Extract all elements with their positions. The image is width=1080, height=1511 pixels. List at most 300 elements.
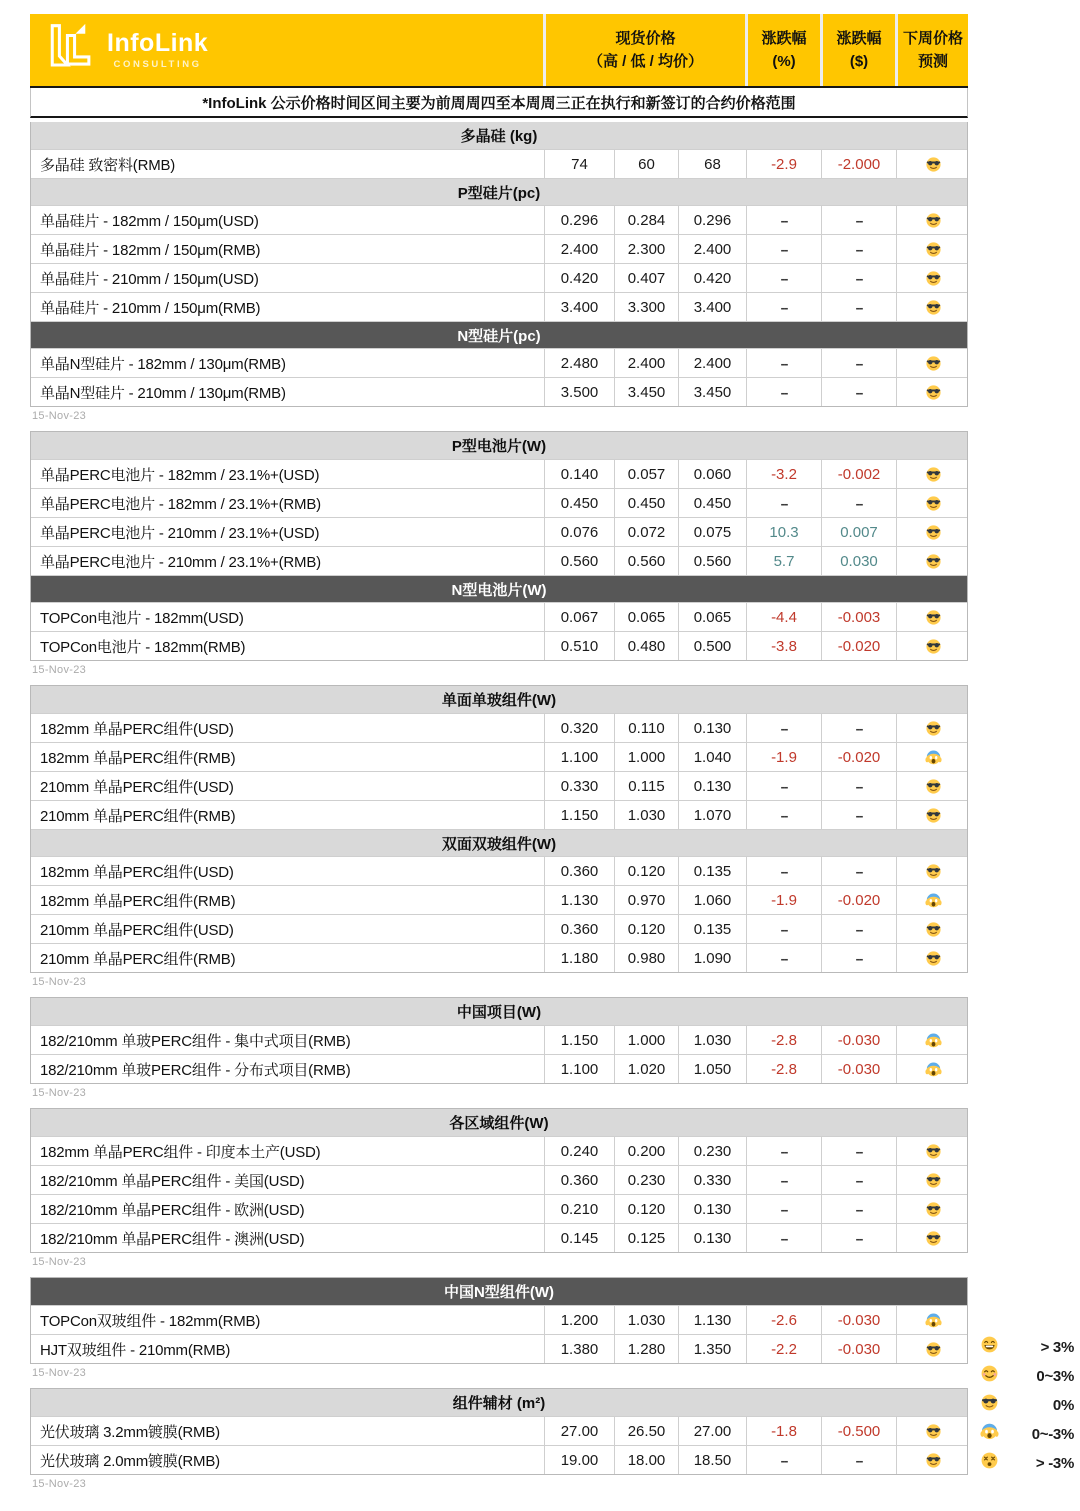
sunglasses-emoji-icon [896,378,969,406]
price-row [31,377,967,406]
change-percent: 5.7 [746,547,821,575]
price-low: 1.280 [614,1335,678,1363]
legend-label: 0~-3% [1031,1425,1074,1443]
sunglasses-emoji-icon [896,603,969,631]
price-high: 0.240 [544,1137,614,1165]
section-header: 多晶硅 (kg) [31,122,967,149]
sunglasses-emoji-icon [896,1137,969,1165]
change-percent: -- [746,801,821,829]
change-percent: -- [746,944,821,972]
price-high: 1.100 [544,1055,614,1083]
sunglasses-emoji-icon [896,944,969,972]
price-low: 0.450 [614,489,678,517]
product-name: 单晶PERC电池片 - 210mm / 23.1%+(RMB) [40,553,321,571]
price-tables [30,122,968,1499]
price-average: 27.00 [678,1417,746,1445]
price-row [31,517,967,546]
price-row [31,488,967,517]
report-date: 15-Nov-23 [32,410,87,422]
price-high: 1.130 [544,886,614,914]
scream-emoji-icon [896,886,969,914]
col-label-line: 下周价格 [902,30,963,48]
change-usd: -0.030 [821,1055,896,1083]
change-usd: -- [821,378,896,406]
change-percent: -- [746,235,821,263]
price-average: 1.070 [678,801,746,829]
sunglasses-emoji-icon [896,235,969,263]
price-row [31,885,967,914]
price-high: 3.500 [544,378,614,406]
price-low: 0.407 [614,264,678,292]
price-average: 0.296 [678,206,746,234]
price-low: 1.020 [614,1055,678,1083]
change-percent: 10.3 [746,518,821,546]
price-high: 0.360 [544,915,614,943]
change-usd: -0.003 [821,603,896,631]
sunglasses-emoji-icon [896,772,969,800]
price-low: 0.120 [614,857,678,885]
change-usd: -- [821,857,896,885]
price-average: 0.500 [678,632,746,660]
col-label-line: 涨跌幅 [836,30,882,48]
col-label-line: ($) [849,52,869,70]
smile-emoji-icon [980,1364,999,1388]
price-average: 1.090 [678,944,746,972]
price-high: 1.150 [544,801,614,829]
product-name: 单晶硅片 - 210mm / 150μm(RMB) [40,299,261,317]
price-row [31,1194,967,1223]
price-high: 2.400 [544,235,614,263]
price-average: 0.065 [678,603,746,631]
section-header: 组件辅材 (m²) [31,1389,967,1416]
change-usd: 0.007 [821,518,896,546]
price-low: 3.300 [614,293,678,321]
change-percent: -2.8 [746,1026,821,1054]
product-name: 182/210mm 单晶PERC组件 - 美国(USD) [40,1172,305,1190]
product-name: 182/210mm 单晶PERC组件 - 欧洲(USD) [40,1201,305,1219]
price-average: 0.420 [678,264,746,292]
price-row [31,234,967,263]
section-header: P型电池片(W) [31,432,967,459]
scream-emoji-icon [896,1026,969,1054]
price-row [31,1416,967,1445]
report-date: 15-Nov-23 [32,976,87,988]
change-usd: -0.030 [821,1335,896,1363]
price-high: 1.180 [544,944,614,972]
change-usd: -- [821,714,896,742]
col-label-line: 涨跌幅 [761,30,807,48]
grin-emoji-icon [980,1335,999,1359]
change-percent: -- [746,1195,821,1223]
price-row [31,800,967,829]
product-name: 光伏玻璃 3.2mm镀膜(RMB) [40,1423,220,1441]
price-row [31,943,967,972]
change-usd: -- [821,1224,896,1252]
price-low: 2.300 [614,235,678,263]
change-percent: -- [746,1446,821,1474]
sunglasses-emoji-icon [980,1393,999,1417]
product-name: 182mm 单晶PERC组件(USD) [40,863,234,881]
change-percent: -3.2 [746,460,821,488]
section-header: 中国N型组件(W) [31,1278,967,1305]
price-high: 74 [544,150,614,178]
sunglasses-emoji-icon [896,489,969,517]
infolink-logo-mark-icon [46,22,96,78]
price-table [30,431,968,661]
product-name: 182mm 单晶PERC组件 - 印度本土产(USD) [40,1143,321,1161]
price-high: 2.480 [544,349,614,377]
sunglasses-emoji-icon [896,349,969,377]
change-percent: -2.8 [746,1055,821,1083]
sunglasses-emoji-icon [896,632,969,660]
price-low: 2.400 [614,349,678,377]
product-name: 单晶PERC电池片 - 182mm / 23.1%+(USD) [40,466,320,484]
price-row [31,292,967,321]
price-low: 1.000 [614,743,678,771]
product-name: 182mm 单晶PERC组件(USD) [40,720,234,738]
price-average: 0.130 [678,1195,746,1223]
change-usd: -- [821,801,896,829]
price-average: 0.135 [678,915,746,943]
price-average: 68 [678,150,746,178]
col-label-line: 预测 [917,52,948,70]
price-row [31,713,967,742]
price-row [31,1305,967,1334]
price-high: 3.400 [544,293,614,321]
price-low: 0.072 [614,518,678,546]
sunglasses-emoji-icon [896,293,969,321]
sunglasses-emoji-icon [896,714,969,742]
scream-emoji-icon [896,743,969,771]
price-average: 18.50 [678,1446,746,1474]
change-usd: -2.000 [821,150,896,178]
price-low: 60 [614,150,678,178]
price-low: 0.230 [614,1166,678,1194]
product-name: 210mm 单晶PERC组件(RMB) [40,807,236,825]
change-percent: -- [746,293,821,321]
column-header-forecast [895,14,968,86]
product-name: 单晶PERC电池片 - 210mm / 23.1%+(USD) [40,524,320,542]
change-usd: -0.020 [821,743,896,771]
price-high: 0.510 [544,632,614,660]
product-name: 182mm 单晶PERC组件(RMB) [40,892,236,910]
price-high: 27.00 [544,1417,614,1445]
price-row [31,546,967,575]
price-low: 1.030 [614,801,678,829]
sunglasses-emoji-icon [896,547,969,575]
legend-item [980,1394,1074,1416]
legend-label: 0~3% [1036,1367,1074,1385]
product-name: 光伏玻璃 2.0mm镀膜(RMB) [40,1452,220,1470]
price-row [31,1025,967,1054]
price-average: 3.400 [678,293,746,321]
section-header: 单面单玻组件(W) [31,686,967,713]
change-percent: -2.9 [746,150,821,178]
change-percent: -- [746,1166,821,1194]
legend-label: > -3% [1035,1454,1074,1472]
sunglasses-emoji-icon [896,857,969,885]
price-average: 0.130 [678,1224,746,1252]
change-usd: -0.030 [821,1306,896,1334]
price-low: 3.450 [614,378,678,406]
price-low: 1.030 [614,1306,678,1334]
price-row [31,348,967,377]
change-usd: -- [821,206,896,234]
sunglasses-emoji-icon [896,1166,969,1194]
price-average: 1.130 [678,1306,746,1334]
price-low: 0.200 [614,1137,678,1165]
section-header: P型硅片(pc) [31,178,967,205]
price-average: 2.400 [678,235,746,263]
product-name: 单晶N型硅片 - 210mm / 130μm(RMB) [40,384,286,402]
price-table [30,1277,968,1364]
price-row [31,1223,967,1252]
legend-item [980,1423,1074,1445]
price-row [31,149,967,178]
price-row [31,771,967,800]
price-high: 1.200 [544,1306,614,1334]
price-low: 1.000 [614,1026,678,1054]
change-percent: -- [746,1224,821,1252]
price-row [31,1165,967,1194]
change-usd: -- [821,1195,896,1223]
sunglasses-emoji-icon [896,264,969,292]
price-average: 0.450 [678,489,746,517]
price-average: 0.060 [678,460,746,488]
price-low: 0.980 [614,944,678,972]
change-usd: 0.030 [821,547,896,575]
logo-text [107,29,208,71]
price-low: 0.560 [614,547,678,575]
price-row [31,742,967,771]
change-percent: -1.9 [746,886,821,914]
change-usd: -0.020 [821,886,896,914]
price-row [31,205,967,234]
product-name: 单晶N型硅片 - 182mm / 130μm(RMB) [40,355,286,373]
change-usd: -0.020 [821,632,896,660]
section-header: 各区域组件(W) [31,1109,967,1136]
price-average: 0.135 [678,857,746,885]
sunglasses-emoji-icon [896,1195,969,1223]
price-high: 0.450 [544,489,614,517]
change-percent: -- [746,349,821,377]
change-percent: -- [746,772,821,800]
price-table [30,122,968,407]
price-table [30,685,968,973]
price-row [31,1334,967,1363]
column-header-change-usd [820,14,895,86]
sunglasses-emoji-icon [896,1446,969,1474]
price-average: 1.350 [678,1335,746,1363]
product-name: 182/210mm 单玻PERC组件 - 分布式项目(RMB) [40,1061,351,1079]
product-name: 单晶硅片 - 182mm / 150μm(RMB) [40,241,261,259]
change-percent: -- [746,857,821,885]
price-period-note: *InfoLink 公示价格时间区间主要为前周周四至本周周三正在执行和新签订的合约价格范围 [30,88,968,118]
legend-item [980,1336,1074,1358]
change-percent: -- [746,264,821,292]
price-table [30,1108,968,1253]
product-name: 210mm 单晶PERC组件(USD) [40,778,234,796]
price-high: 0.145 [544,1224,614,1252]
sunglasses-emoji-icon [896,150,969,178]
price-table [30,1388,968,1475]
price-low: 26.50 [614,1417,678,1445]
price-high: 1.380 [544,1335,614,1363]
change-percent: -- [746,489,821,517]
report-date: 15-Nov-23 [32,1478,87,1490]
report-date: 15-Nov-23 [32,1256,87,1268]
brand-subtitle: CONSULTING [113,58,202,70]
price-row [31,1054,967,1083]
price-low: 0.120 [614,915,678,943]
sunglasses-emoji-icon [896,1335,969,1363]
column-header-change-percent [745,14,820,86]
product-name: 单晶PERC电池片 - 182mm / 23.1%+(RMB) [40,495,321,513]
price-high: 0.360 [544,857,614,885]
report-date: 15-Nov-23 [32,664,87,676]
change-percent: -3.8 [746,632,821,660]
sunglasses-emoji-icon [896,460,969,488]
change-percent: -- [746,714,821,742]
price-low: 0.057 [614,460,678,488]
legend-item [980,1452,1074,1474]
price-low: 0.115 [614,772,678,800]
change-usd: -- [821,293,896,321]
report-date: 15-Nov-23 [32,1087,87,1099]
price-low: 0.284 [614,206,678,234]
change-usd: -- [821,1446,896,1474]
price-average: 1.060 [678,886,746,914]
change-percent: -2.2 [746,1335,821,1363]
section-header: N型电池片(W) [31,575,967,602]
sunglasses-emoji-icon [896,518,969,546]
price-row [31,914,967,943]
forecast-legend [980,1336,1074,1474]
change-percent: -- [746,915,821,943]
price-low: 0.120 [614,1195,678,1223]
price-row [31,459,967,488]
price-average: 1.040 [678,743,746,771]
product-name: 多晶硅 致密料(RMB) [40,156,176,174]
change-usd: -0.002 [821,460,896,488]
col-label-line: (%) [772,52,796,70]
product-name: HJT双玻组件 - 210mm(RMB) [40,1341,231,1359]
product-name: 182/210mm 单晶PERC组件 - 澳洲(USD) [40,1230,305,1248]
change-percent: -1.9 [746,743,821,771]
infolink-logo [30,14,543,86]
change-usd: -0.500 [821,1417,896,1445]
change-percent: -- [746,206,821,234]
change-percent: -- [746,378,821,406]
price-high: 0.560 [544,547,614,575]
product-name: 182/210mm 单玻PERC组件 - 集中式项目(RMB) [40,1032,351,1050]
price-low: 0.065 [614,603,678,631]
price-row [31,1136,967,1165]
change-usd: -- [821,1137,896,1165]
price-average: 2.400 [678,349,746,377]
change-usd: -- [821,264,896,292]
price-high: 0.296 [544,206,614,234]
legend-label: > 3% [1040,1338,1074,1356]
change-percent: -- [746,1137,821,1165]
change-usd: -0.030 [821,1026,896,1054]
price-low: 0.125 [614,1224,678,1252]
change-percent: -4.4 [746,603,821,631]
brand-name: InfoLink [107,29,209,58]
section-header: 中国项目(W) [31,998,967,1025]
product-name: 单晶硅片 - 182mm / 150μm(USD) [40,212,259,230]
product-name: TOPCon双玻组件 - 182mm(RMB) [40,1312,261,1330]
price-high: 0.140 [544,460,614,488]
price-high: 1.100 [544,743,614,771]
price-low: 0.110 [614,714,678,742]
sunglasses-emoji-icon [896,206,969,234]
price-table [30,997,968,1084]
change-usd: -- [821,489,896,517]
change-usd: -- [821,772,896,800]
price-high: 0.330 [544,772,614,800]
price-high: 1.150 [544,1026,614,1054]
col-label-line: 现货价格 [615,30,676,48]
price-average: 0.560 [678,547,746,575]
price-high: 0.320 [544,714,614,742]
price-low: 0.480 [614,632,678,660]
price-average: 0.075 [678,518,746,546]
sunglasses-emoji-icon [896,1224,969,1252]
price-high: 0.360 [544,1166,614,1194]
report-header [30,14,968,88]
price-high: 19.00 [544,1446,614,1474]
dizzy-emoji-icon [980,1451,999,1475]
change-usd: -- [821,235,896,263]
change-usd: -- [821,915,896,943]
scream-emoji-icon [896,1055,969,1083]
product-name: 210mm 单晶PERC组件(USD) [40,921,234,939]
price-average: 0.130 [678,772,746,800]
product-name: 单晶硅片 - 210mm / 150μm(USD) [40,270,259,288]
legend-label: 0% [1052,1396,1074,1414]
report-date: 15-Nov-23 [32,1367,87,1379]
change-usd: -- [821,944,896,972]
section-header: N型硅片(pc) [31,321,967,348]
change-usd: -- [821,349,896,377]
price-high: 0.420 [544,264,614,292]
price-row [31,856,967,885]
change-percent: -1.8 [746,1417,821,1445]
product-name: TOPCon电池片 - 182mm(RMB) [40,638,246,656]
legend-item [980,1365,1074,1387]
price-row [31,631,967,660]
price-average: 0.130 [678,714,746,742]
change-usd: -- [821,1166,896,1194]
sunglasses-emoji-icon [896,915,969,943]
product-name: 210mm 单晶PERC组件(RMB) [40,950,236,968]
price-high: 0.067 [544,603,614,631]
product-name: TOPCon电池片 - 182mm(USD) [40,609,244,627]
price-row [31,1445,967,1474]
sunglasses-emoji-icon [896,801,969,829]
price-report-page [30,14,968,1499]
price-average: 1.050 [678,1055,746,1083]
column-header-spot-price [543,14,745,86]
price-average: 0.230 [678,1137,746,1165]
scream-emoji-icon [980,1422,999,1446]
price-low: 0.970 [614,886,678,914]
price-high: 0.210 [544,1195,614,1223]
price-row [31,602,967,631]
section-header: 双面双玻组件(W) [31,829,967,856]
price-average: 3.450 [678,378,746,406]
